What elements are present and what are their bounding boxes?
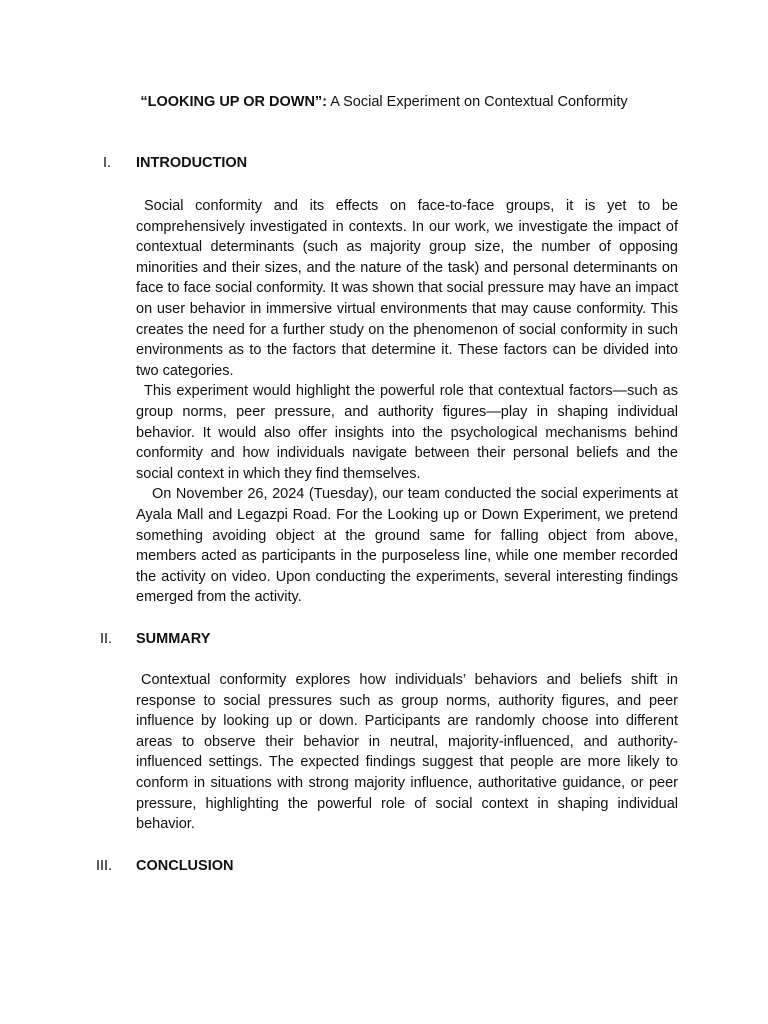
summary-body [136, 670, 678, 835]
document-title-bold: “LOOKING UP OR DOWN”: [140, 94, 327, 110]
paragraph: Social conformity and its effects on face-to-face groups, it is yet to be comprehensively investigated in contexts. In our work, we investigate the impact of contextual determinants (such as majority group size, the number of opposing minorities and their sizes, and the nature of the task) and personal determinants on face to face social conformity. It was shown that social pressure may have an impact on user behavior in immersive virtual environments that may cause conformity. This creates the need for a further study on the phenomenon of social conformity in such environments as to the factors that determine it. These factors can be divided into two categories. [136, 198, 678, 379]
paragraph: This experiment would highlight the powerful role that contextual factors—such as group norms, peer pressure, and authority figures—play in shaping individual behavior. It would also offer insights into the psychological mechanisms behind conformity and how individuals navigate between their personal beliefs and the social context in which they find themselves. [136, 383, 678, 482]
section-title: CONCLUSION [136, 858, 234, 874]
document-title-rest: A Social Experiment on Contextual Conformity [327, 94, 628, 110]
introduction-body [136, 196, 678, 608]
section-title: INTRODUCTION [136, 155, 248, 171]
paragraph: On November 26, 2024 (Tuesday), our team conducted the social experiments at Ayala Mall and Legazpi Road. For the Looking up or Down Experiment, we pretend something avoiding object at the ground same for falling object from above, members acted as participants in the purposeless line, while one member recorded the activity on video. Upon conducting the experiments, several interesting findings emerged from the activity. [136, 486, 678, 606]
section-numeral: I. [103, 155, 112, 171]
section-numeral: II. [100, 631, 113, 647]
section-title: SUMMARY [136, 631, 211, 647]
section-numeral: III. [96, 858, 113, 874]
paragraph: Contextual conformity explores how individuals’ behaviors and beliefs shift in response to social pressures such as group norms, authority figures, and peer influence by looking up or down. Participants are randomly choose into different areas to observe their behavior in neutral, majority-influenced, and authority-influenced settings. The expected findings suggest that people are more likely to conform in situations with strong majority influence, authoritative guidance, or peer pressure, highlighting the powerful role of social context in shaping individual behavior. [136, 672, 678, 833]
document-title [0, 92, 768, 112]
